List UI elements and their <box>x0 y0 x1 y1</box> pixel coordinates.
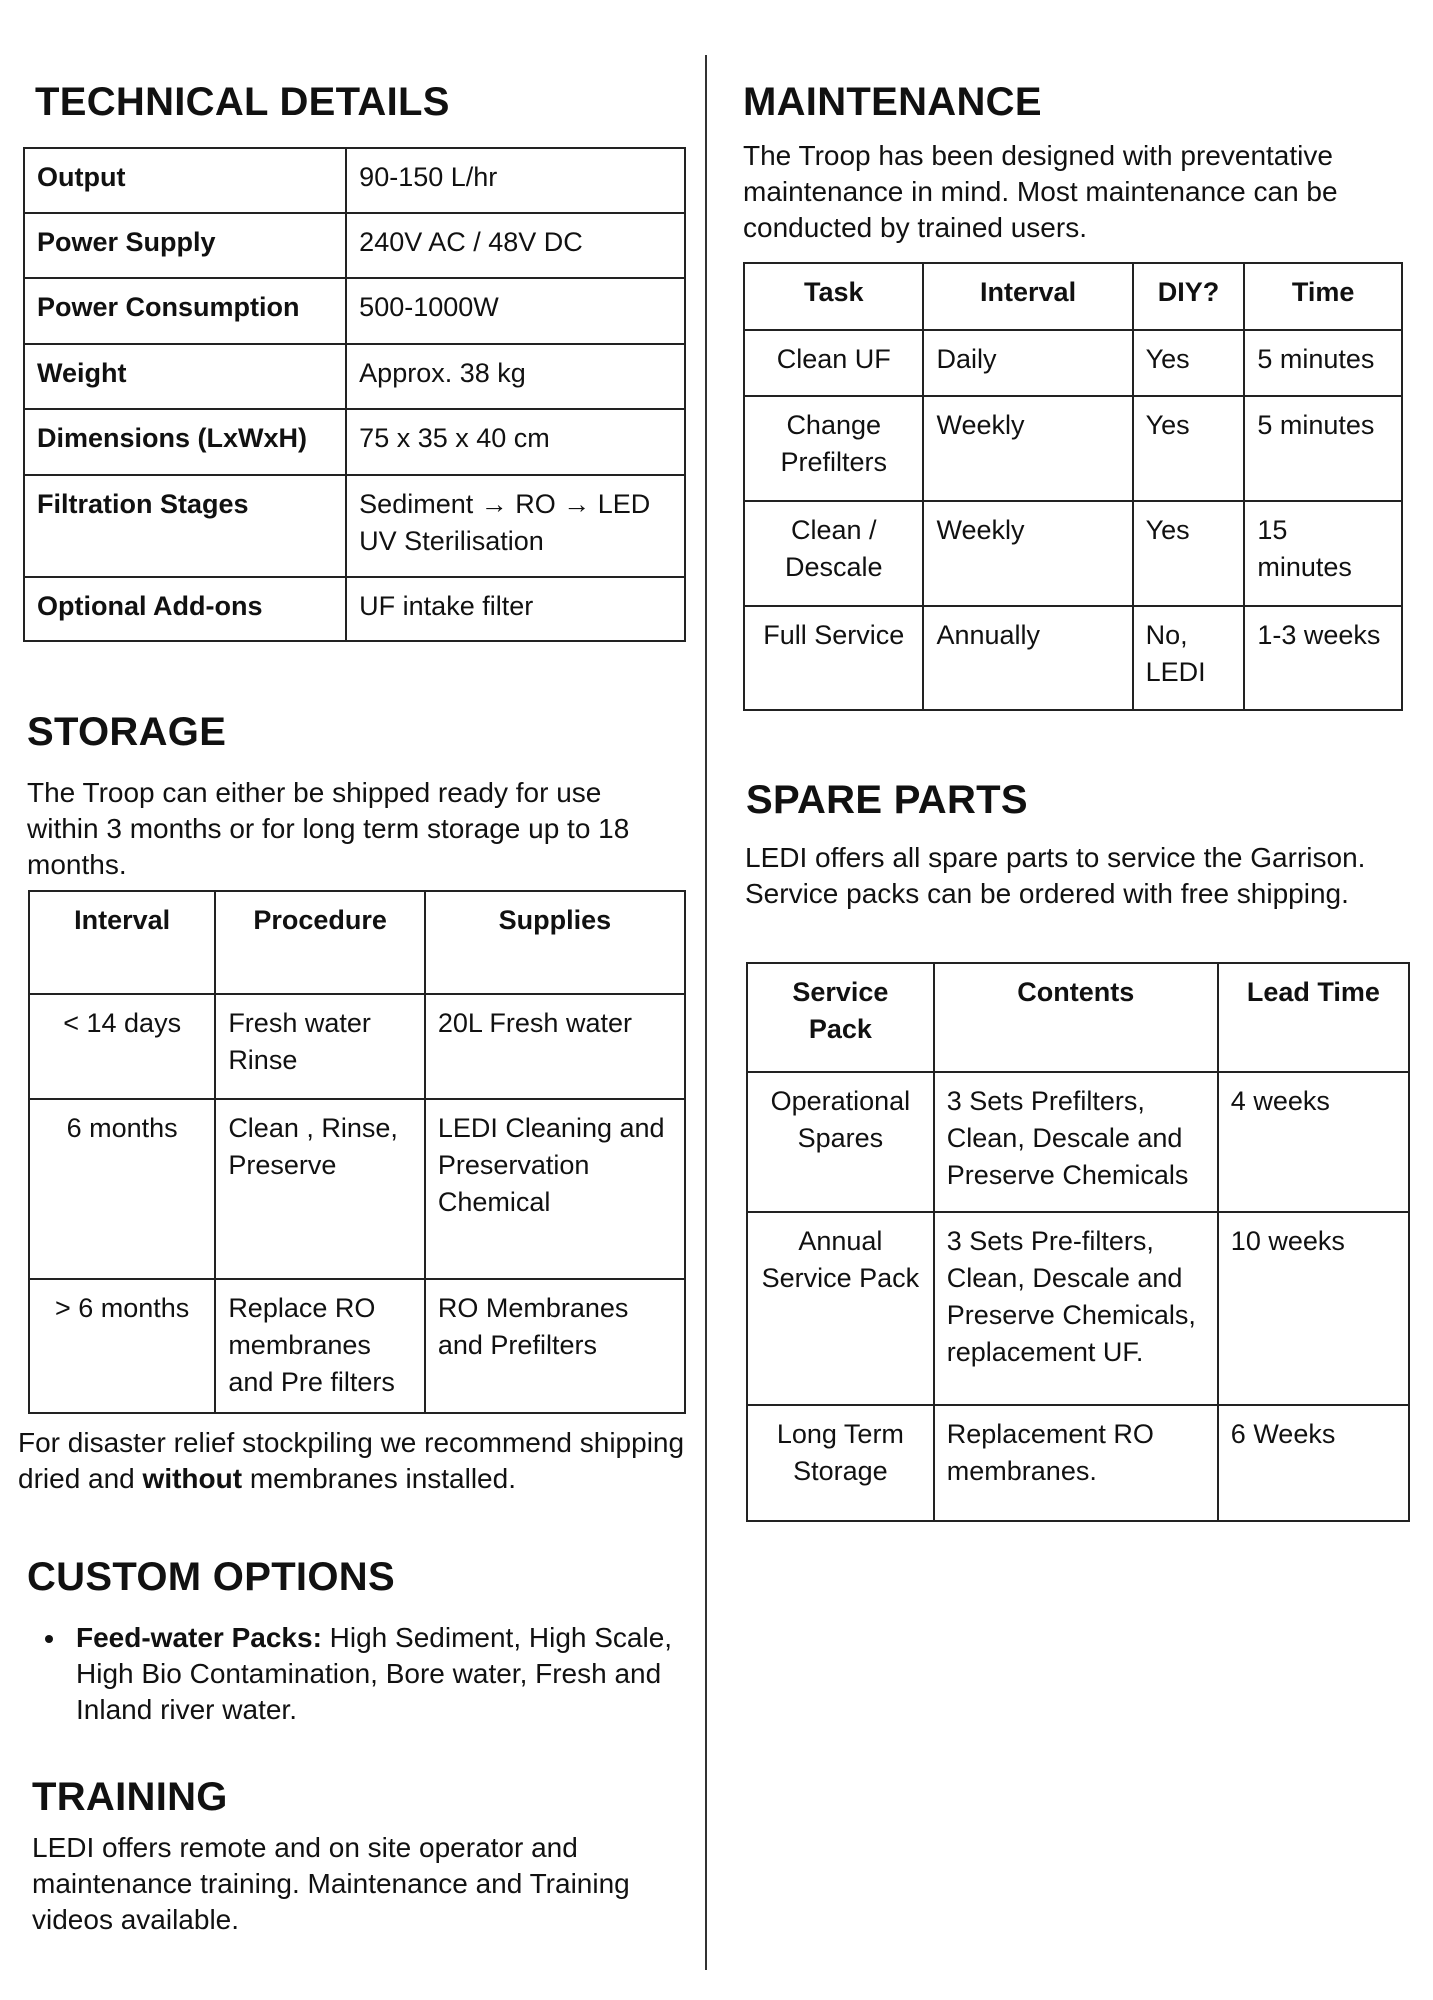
spare-cell: Annual Service Pack <box>747 1212 934 1405</box>
storage-header: Procedure <box>215 891 425 994</box>
tech-value: 240V AC / 48V DC <box>346 213 685 278</box>
storage-cell: > 6 months <box>29 1279 215 1413</box>
spare-cell: 3 Sets Prefilters, Clean, Descale and Preserve Chemicals <box>934 1072 1218 1212</box>
maintenance-header: Interval <box>923 263 1132 330</box>
tech-label: Dimensions (LxWxH) <box>24 409 346 475</box>
list-item <box>68 1620 688 1728</box>
storage-cell: Clean , Rinse, Preserve <box>215 1099 425 1279</box>
maintenance-cell: Yes <box>1133 396 1245 501</box>
spare-cell: Long Term Storage <box>747 1405 934 1521</box>
tech-value: 500-1000W <box>346 278 685 344</box>
spare-header: Lead Time <box>1218 963 1409 1072</box>
table-row <box>29 1279 685 1413</box>
spare-cell: 10 weeks <box>1218 1212 1409 1405</box>
tech-value: Approx. 38 kg <box>346 344 685 409</box>
tech-label: Weight <box>24 344 346 409</box>
storage-note-post: membranes installed. <box>242 1463 516 1494</box>
custom-options-heading: CUSTOM OPTIONS <box>27 1555 395 1599</box>
storage-cell: 20L Fresh water <box>425 994 685 1099</box>
spare-parts-heading: SPARE PARTS <box>746 778 1028 822</box>
custom-option-text: High Sediment, High Scale, High Bio Contamination, Bore water, Fresh and Inland river water. <box>76 1622 673 1725</box>
tech-value: Sediment → RO → LED UV Sterilisation <box>346 475 685 577</box>
maintenance-intro: The Troop has been designed with preventative maintenance in mind. Most maintenance can be conducted by trained users. <box>743 140 1338 243</box>
spare-header: Contents <box>934 963 1218 1072</box>
table-row <box>24 409 685 475</box>
table-row <box>24 148 685 213</box>
maintenance-cell: Weekly <box>923 396 1132 501</box>
custom-options-list <box>33 1620 688 1728</box>
spare-parts-table <box>746 962 1410 1522</box>
custom-option-label: Feed-water Packs: <box>76 1622 322 1653</box>
maintenance-cell: Daily <box>923 330 1132 396</box>
storage-cell: Fresh water Rinse <box>215 994 425 1099</box>
tech-value: 75 x 35 x 40 cm <box>346 409 685 475</box>
storage-intro: The Troop can either be shipped ready for use within 3 months or for long term storage up to 18 months. <box>27 777 630 880</box>
table-row <box>29 994 685 1099</box>
spare-parts-intro: LEDI offers all spare parts to service the Garrison. Service packs can be ordered with free shipping. <box>745 842 1366 909</box>
maintenance-cell: 5 minutes <box>1244 396 1402 501</box>
spare-cell: Replacement RO membranes. <box>934 1405 1218 1521</box>
storage-heading: STORAGE <box>27 710 227 754</box>
storage-cell: 6 months <box>29 1099 215 1279</box>
storage-cell: < 14 days <box>29 994 215 1099</box>
column-divider <box>705 55 707 1970</box>
maintenance-header: Time <box>1244 263 1402 330</box>
storage-note-pre: For disaster relief stockpiling we recommend shipping dried and <box>18 1427 685 1494</box>
maintenance-cell: 5 minutes <box>1244 330 1402 396</box>
storage-cell: LEDI Cleaning and Preservation Chemical <box>425 1099 685 1279</box>
storage-note-bold: without <box>142 1463 243 1494</box>
spare-cell: 3 Sets Pre-filters, Clean, Descale and Preserve Chemicals, replacement UF. <box>934 1212 1218 1405</box>
table-row <box>24 577 685 641</box>
tech-label: Filtration Stages <box>24 475 346 577</box>
maintenance-cell: Clean UF <box>744 330 923 396</box>
maintenance-cell: Change Prefilters <box>744 396 923 501</box>
spare-header: Service Pack <box>747 963 934 1072</box>
table-header-row <box>747 963 1409 1072</box>
maintenance-cell: Annually <box>923 606 1132 710</box>
spare-cell: 4 weeks <box>1218 1072 1409 1212</box>
storage-cell: Replace RO membranes and Pre filters <box>215 1279 425 1413</box>
table-header-row <box>29 891 685 994</box>
maintenance-cell: 1-3 weeks <box>1244 606 1402 710</box>
maintenance-cell: 15 minutes <box>1244 501 1402 606</box>
tech-label: Output <box>24 148 346 213</box>
training-text: LEDI offers remote and on site operator and maintenance training. Maintenance and Training videos available. <box>32 1832 630 1935</box>
table-row <box>744 330 1402 396</box>
technical-details-table <box>23 147 686 642</box>
storage-cell: RO Membranes and Prefilters <box>425 1279 685 1413</box>
tech-value: UF intake filter <box>346 577 685 641</box>
spare-cell: 6 Weeks <box>1218 1405 1409 1521</box>
maintenance-cell: Yes <box>1133 501 1245 606</box>
table-row <box>747 1072 1409 1212</box>
table-row <box>29 1099 685 1279</box>
table-row <box>744 501 1402 606</box>
maintenance-header: DIY? <box>1133 263 1245 330</box>
table-row <box>24 344 685 409</box>
technical-details-heading: TECHNICAL DETAILS <box>35 80 450 124</box>
training-heading: TRAINING <box>32 1775 228 1819</box>
table-row <box>744 396 1402 501</box>
tech-label: Power Consumption <box>24 278 346 344</box>
table-row <box>747 1405 1409 1521</box>
storage-header: Interval <box>29 891 215 994</box>
spare-cell: Operational Spares <box>747 1072 934 1212</box>
table-row <box>744 606 1402 710</box>
tech-value: 90-150 L/hr <box>346 148 685 213</box>
maintenance-header: Task <box>744 263 923 330</box>
table-row <box>24 278 685 344</box>
storage-note <box>18 1425 688 1497</box>
table-row <box>24 475 685 577</box>
tech-label: Power Supply <box>24 213 346 278</box>
table-header-row <box>744 263 1402 330</box>
table-row <box>24 213 685 278</box>
maintenance-cell: Full Service <box>744 606 923 710</box>
tech-label: Optional Add-ons <box>24 577 346 641</box>
maintenance-heading: MAINTENANCE <box>743 80 1042 124</box>
maintenance-cell: Weekly <box>923 501 1132 606</box>
storage-table <box>28 890 686 1414</box>
table-row <box>747 1212 1409 1405</box>
maintenance-table <box>743 262 1403 711</box>
maintenance-cell: Clean / Descale <box>744 501 923 606</box>
storage-header: Supplies <box>425 891 685 994</box>
maintenance-cell: Yes <box>1133 330 1245 396</box>
maintenance-cell: No, LEDI <box>1133 606 1245 710</box>
